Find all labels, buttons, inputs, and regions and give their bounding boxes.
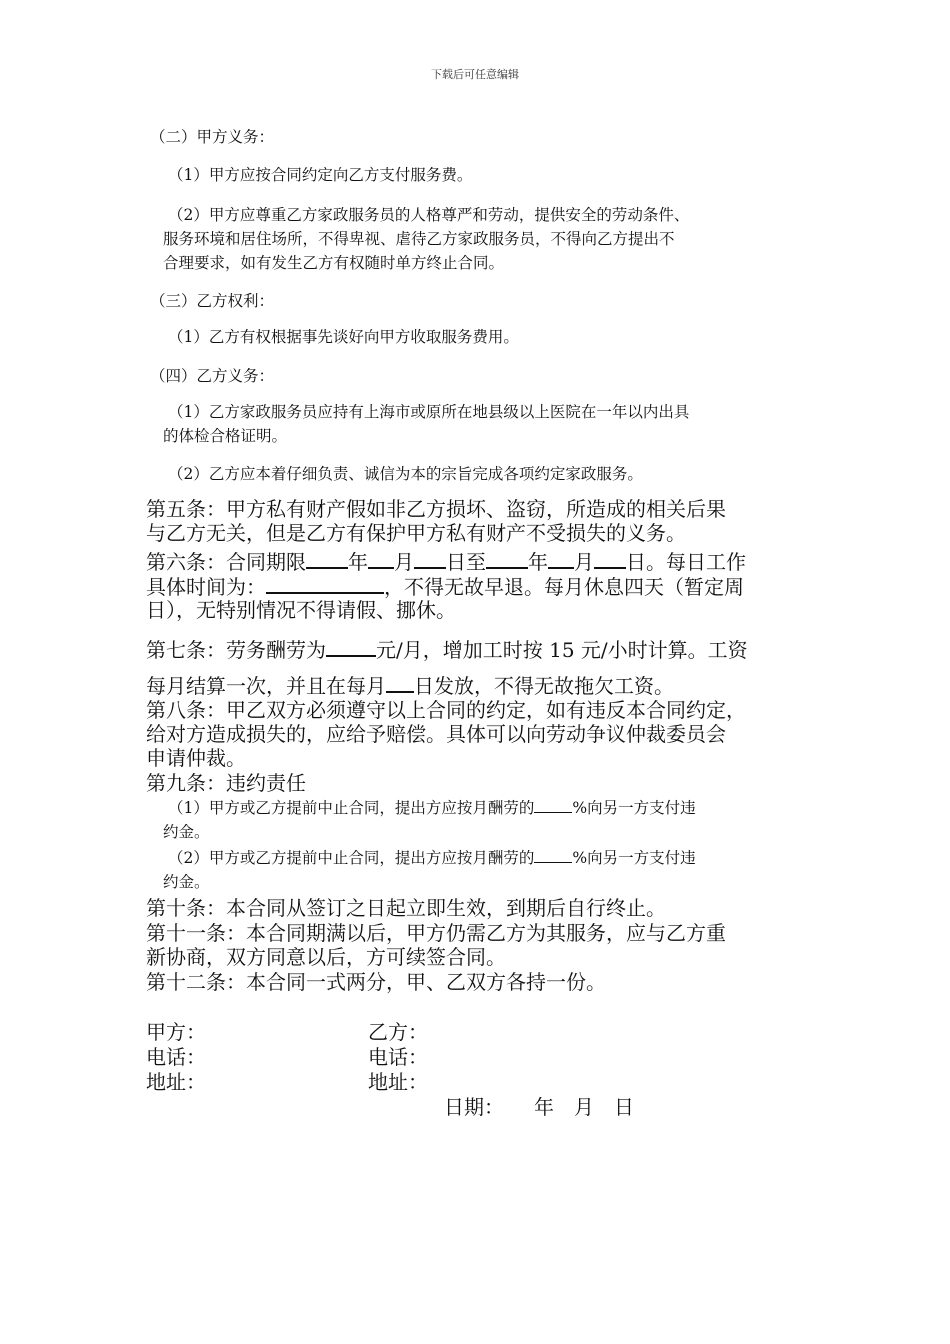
article-7-line-1: 第七条：劳务酬劳为 元/月，增加工时按 15 元/小时计算。工资 (146, 638, 748, 662)
page-header: 下载后可任意编辑 (431, 68, 519, 81)
payday-blank (386, 673, 414, 693)
section-4-item-1-line-2: 的体检合格证明。 (163, 427, 288, 445)
article-11-line-1: 第十一条：本合同期满以后，甲方仍需乙方为其服务，应与乙方重 (146, 921, 726, 945)
article-6-line-3: 日），无特别情况不得请假、挪休。 (146, 598, 456, 622)
article-10: 第十条：本合同从签订之日起立即生效，到期后自行终止。 (146, 896, 666, 920)
party-b-label: 乙方： (368, 1020, 428, 1044)
article-5-line-2: 与乙方无关，但是乙方有保护甲方私有财产不受损失的义务。 (146, 521, 686, 545)
section-3-item-1: （1）乙方有权根据事先谈好向甲方收取服务费用。 (168, 328, 519, 346)
article-8-line-2: 给对方造成损失的，应给予赔偿。具体可以向劳动争议仲裁委员会 (146, 722, 726, 746)
article-12: 第十二条：本合同一式两分，甲、乙双方各持一份。 (146, 970, 606, 994)
party-a-label: 甲方： (146, 1020, 206, 1044)
article-5-line-1: 第五条：甲方私有财产假如非乙方损坏、盗窃，所造成的相关后果 (146, 497, 726, 521)
salary-blank (326, 637, 376, 657)
article-9-title: 第九条：违约责任 (146, 771, 306, 795)
article-9-item-2-line-2: 约金。 (163, 873, 210, 891)
start-day-blank (414, 549, 446, 569)
section-3-title: （三）乙方权利： (150, 292, 275, 310)
article-6-line-1: 第六条：合同期限 年 月 日至 年 月 日。每日工作 (146, 550, 746, 574)
address-a-label: 地址： (146, 1070, 206, 1094)
start-year-blank (306, 549, 348, 569)
section-2-item-1: （1）甲方应按合同约定向乙方支付服务费。 (168, 166, 473, 184)
phone-a-label: 电话： (146, 1045, 206, 1069)
article-9-item-2-line-1: （2）甲方或乙方提前中止合同，提出方应按月酬劳的 %向另一方支付违 (168, 849, 696, 867)
article-7-line-2: 每月结算一次，并且在每月 日发放，不得无故拖欠工资。 (146, 674, 674, 698)
article-8-line-1: 第八条：甲乙双方必须遵守以上合同的约定，如有违反本合同约定， (146, 698, 746, 722)
section-4-item-1-line-1: （1）乙方家政服务员应持有上海市或原所在地县级以上医院在一年以内出具 (168, 403, 690, 421)
section-2-title: （二）甲方义务： (150, 128, 275, 146)
section-4-item-2: （2）乙方应本着仔细负责、诚信为本的宗旨完成各项约定家政服务。 (168, 465, 643, 483)
penalty-percent-blank-1 (534, 798, 572, 813)
work-hours-blank (266, 574, 384, 594)
date-line: 日期： 年 月 日 (444, 1095, 634, 1119)
end-day-blank (594, 549, 626, 569)
start-month-blank (368, 549, 394, 569)
address-b-label: 地址： (368, 1070, 428, 1094)
end-month-blank (548, 549, 574, 569)
penalty-percent-blank-2 (534, 848, 572, 863)
phone-b-label: 电话： (368, 1045, 428, 1069)
article-9-item-1-line-2: 约金。 (163, 823, 210, 841)
section-2-item-2-line-2: 服务环境和居住场所，不得卑视、虐待乙方家政服务员，不得向乙方提出不 (163, 230, 675, 248)
section-2-item-2-line-3: 合理要求，如有发生乙方有权随时单方终止合同。 (163, 254, 505, 272)
article-6-line-2: 具体时间为： ，不得无故早退。每月休息四天（暂定周 (146, 575, 744, 599)
section-2-item-2-line-1: （2）甲方应尊重乙方家政服务员的人格尊严和劳动，提供安全的劳动条件、 (168, 206, 690, 224)
end-year-blank (486, 549, 528, 569)
section-4-title: （四）乙方义务： (150, 367, 275, 385)
article-11-line-2: 新协商，双方同意以后，方可续签合同。 (146, 945, 506, 969)
article-8-line-3: 申请仲裁。 (146, 746, 246, 770)
article-9-item-1-line-1: （1）甲方或乙方提前中止合同，提出方应按月酬劳的 %向另一方支付违 (168, 799, 696, 817)
